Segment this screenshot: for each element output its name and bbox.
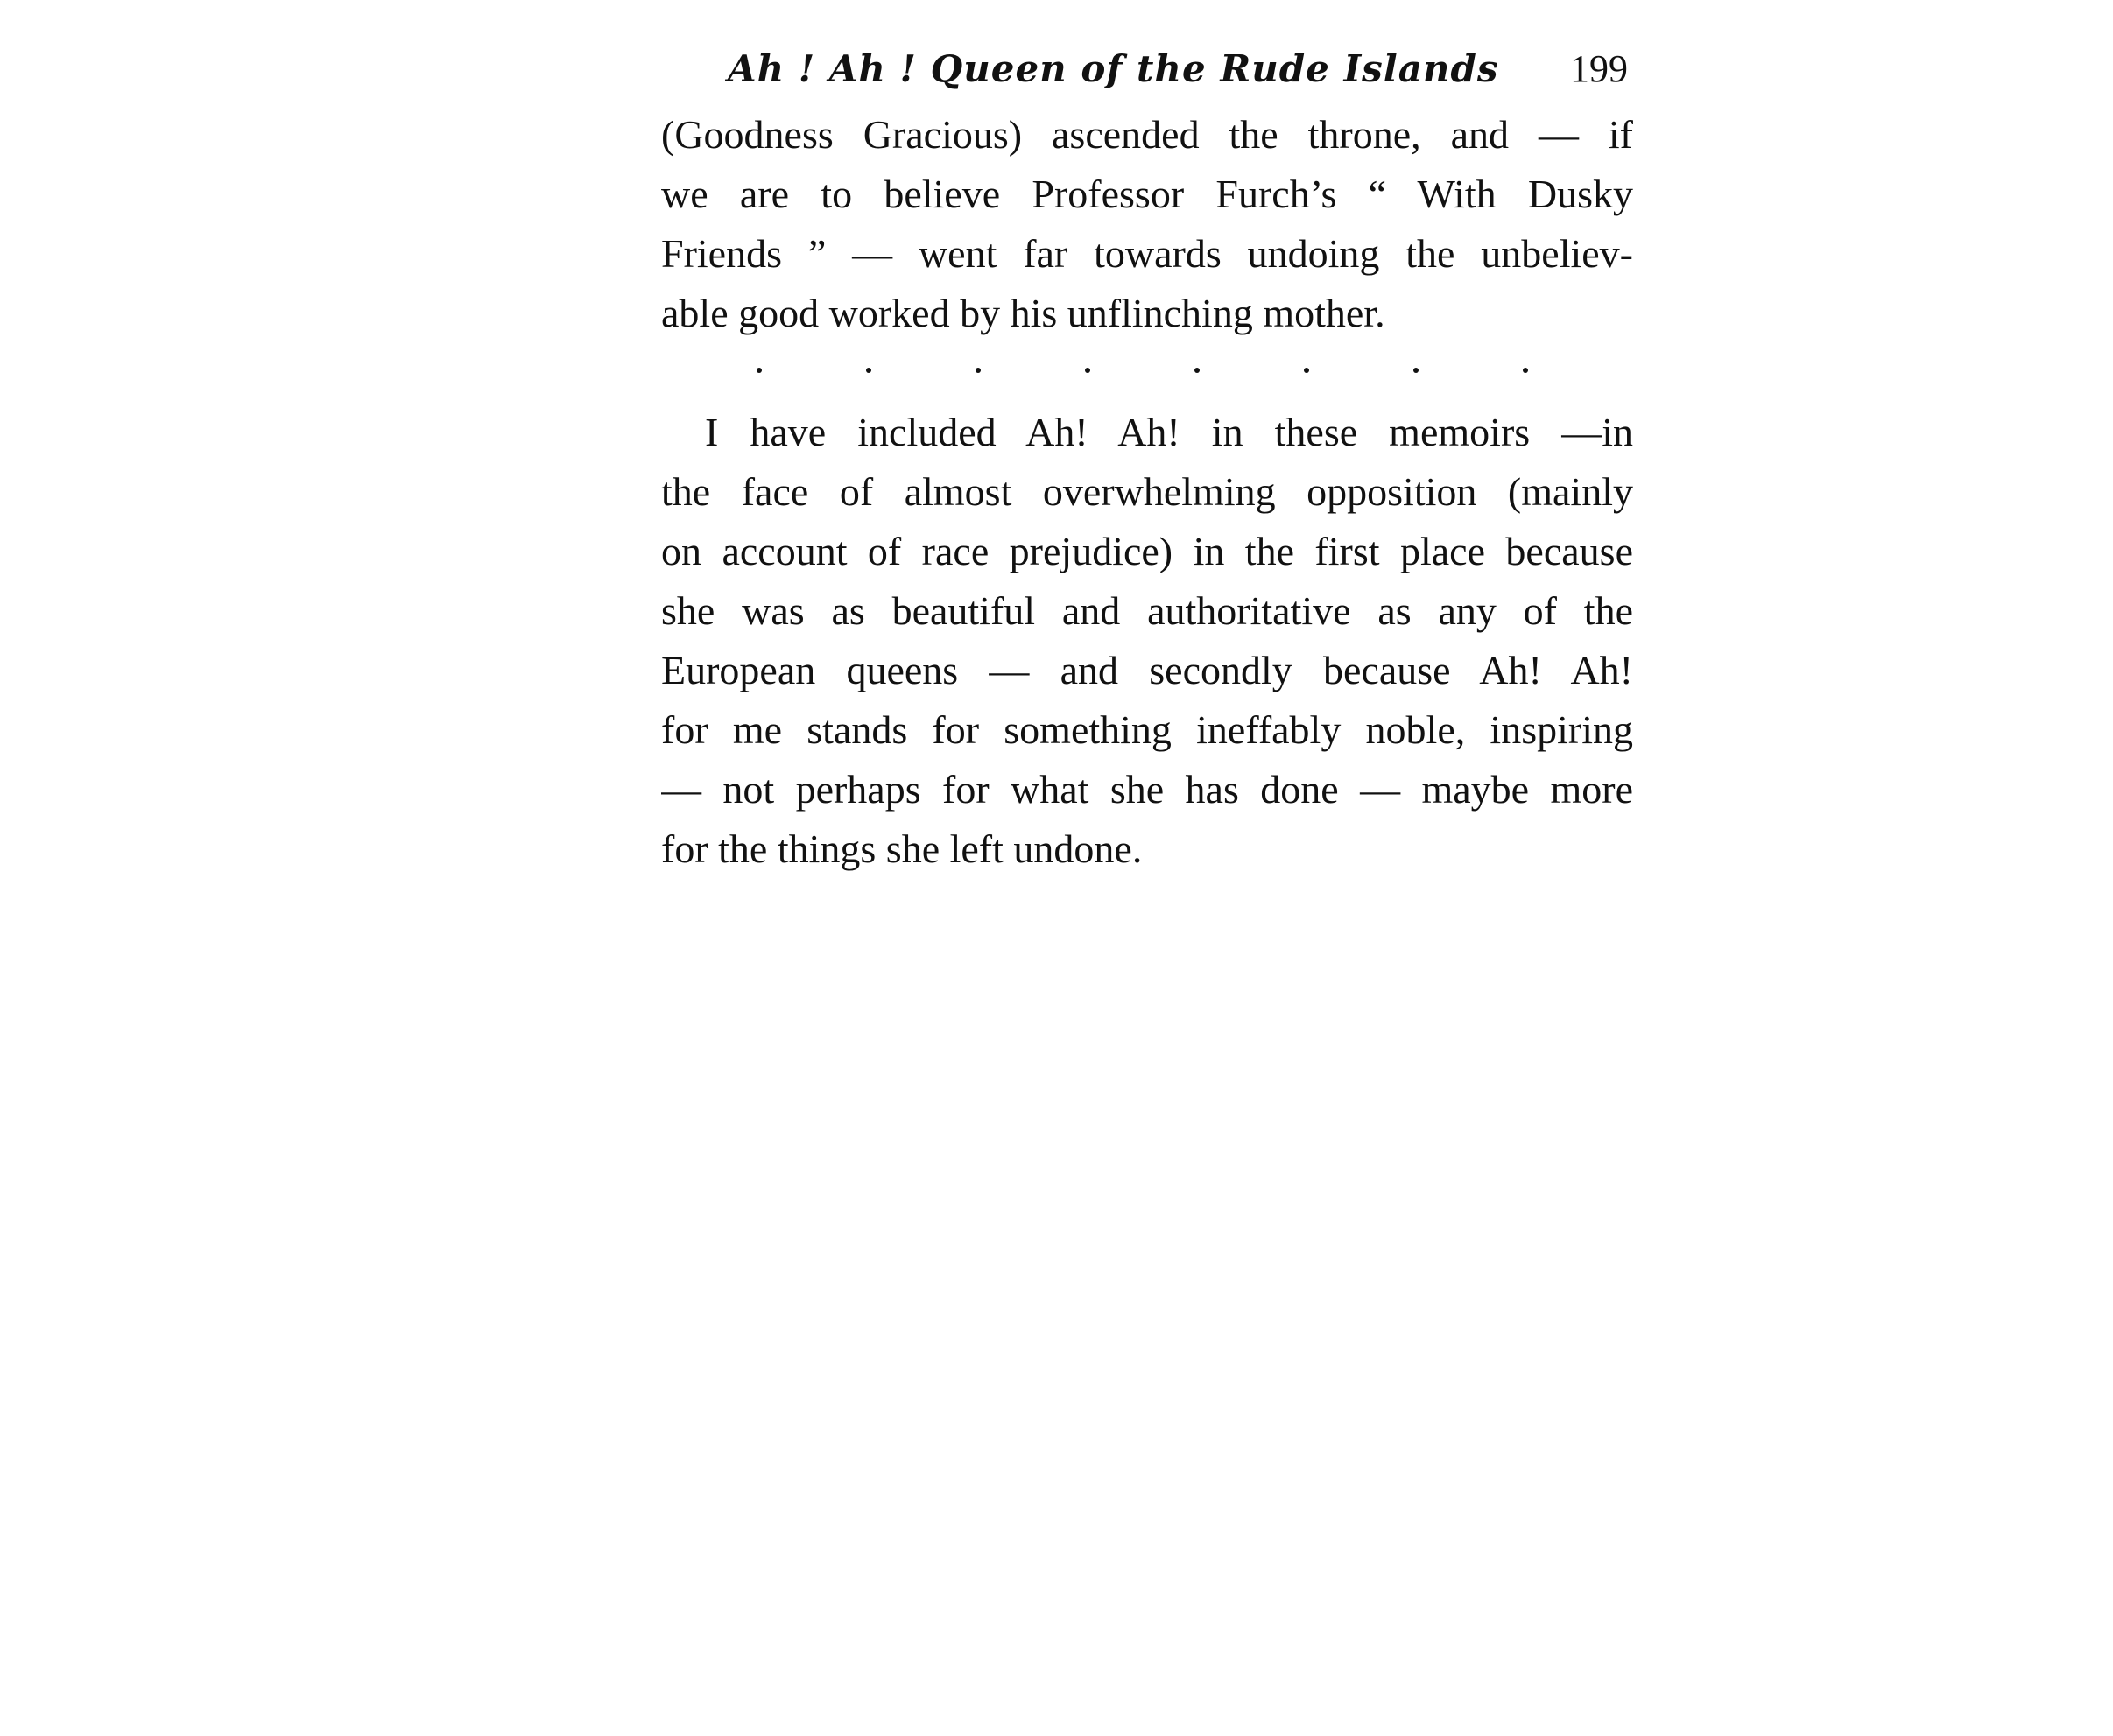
section-break-dot xyxy=(976,368,981,373)
paragraph-2 xyxy=(661,403,1633,879)
page-number: 199 xyxy=(1570,47,1628,90)
text-line: (Goodness Gracious) ascended the throne, and — if xyxy=(661,112,1633,157)
section-break-dot xyxy=(1523,368,1528,373)
running-head xyxy=(661,35,1633,103)
text-line: for the things she left undone. xyxy=(661,826,1143,871)
section-break-dot xyxy=(1194,368,1200,373)
section-break-dot xyxy=(1413,368,1419,373)
text-line: able good worked by his unflinching mother. xyxy=(661,291,1385,335)
text-line: — not perhaps for what she has done — maybe more xyxy=(661,767,1633,812)
paragraph-1 xyxy=(661,105,1633,343)
section-break-dot xyxy=(757,368,762,373)
text-line: I have included Ah! Ah! in these memoirs —in xyxy=(705,410,1633,454)
text-line: the face of almost overwhelming opposition (mainly xyxy=(661,469,1633,514)
section-break-dots xyxy=(661,343,1633,403)
text-line: she was as beautiful and authoritative as any of the xyxy=(661,588,1633,633)
section-break-dot xyxy=(1304,368,1309,373)
text-line: European queens — and secondly because Ah! Ah! xyxy=(661,648,1633,692)
section-break-dot xyxy=(866,368,871,373)
text-line: on account of race prejudice) in the first place because xyxy=(661,529,1633,573)
section-break-dot xyxy=(1085,368,1090,373)
text-line: Friends ” — went far towards undoing the unbeliev- xyxy=(661,231,1633,276)
text-line: we are to believe Professor Furch’s “ With Dusky xyxy=(661,172,1633,216)
text-block xyxy=(661,35,1633,879)
running-title: Ah ! Ah ! Queen of the Rude Islands xyxy=(728,47,1499,90)
text-line: for me stands for something ineffably noble, inspiring xyxy=(661,707,1633,752)
